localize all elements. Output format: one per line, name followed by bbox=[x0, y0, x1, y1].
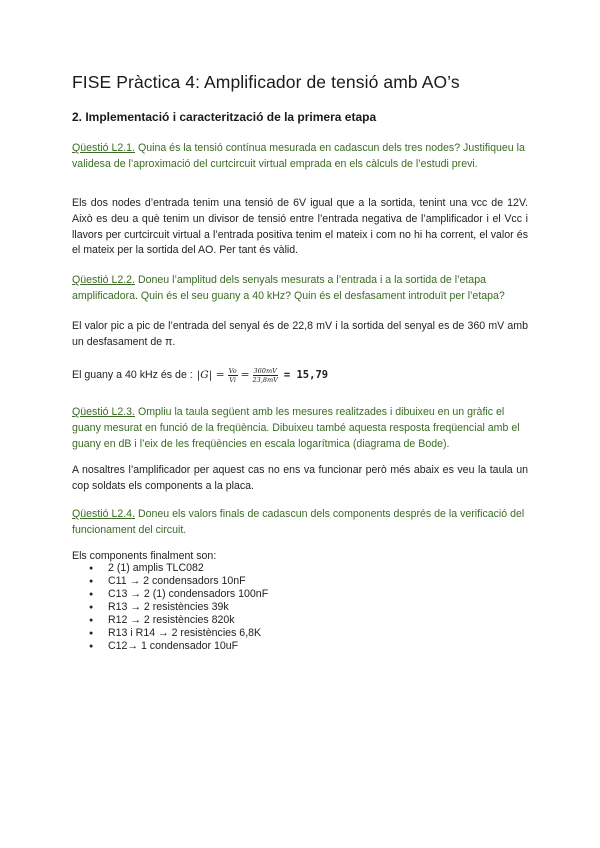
fraction-vo-vi bbox=[228, 367, 238, 384]
question-l2-2 bbox=[72, 272, 528, 304]
fraction-denominator: 23,8mV bbox=[252, 375, 278, 384]
list-item: ● C13 → 2 (1) condensadors 100nF bbox=[72, 588, 268, 601]
document-title: FISE Pràctica 4: Amplificador de tensió amb AO’s bbox=[72, 72, 460, 92]
fraction-values bbox=[253, 367, 278, 384]
question-l2-3 bbox=[72, 404, 528, 452]
question-text: Ompliu la taula següent amb les mesures realitzades i dibuixeu en un gràfic el guany mesurat en funció de la freqüència. Dibuixeu també aquesta resposta freqüencial amb el guany en dB i l’eix de les freqüències en escala logarítmica (diagrama de Bode). bbox=[72, 406, 520, 450]
list-item: ● R13 → 2 resistències 39k bbox=[72, 601, 268, 614]
answer-l2-1: Els dos nodes d’entrada tenim una tensió de 6V igual que a la sortida, tenint una vcc de 12V. Això es deu a què tenim un divisor de tensió entre l’entrada negativa de l’amplificador i el Vcc i llavors per curtcircuit virtual a l’entrada positiva tenim el mateix i com no hi ha corrent, el valor és el mateix per la sortida del AO. Per tant és vàlid. bbox=[72, 197, 528, 257]
fraction-numerator: 360mV bbox=[253, 366, 277, 375]
answer-l2-2: El valor pic a pic de l’entrada del senyal és de 22,8 mV i la sortida del senyal es de 360 mV amb un desfasament de π. bbox=[72, 320, 528, 348]
section-heading: 2. Implementació i caracterització de la primera etapa bbox=[72, 110, 377, 124]
gain-abs: |G| = bbox=[196, 369, 225, 381]
fraction-denominator: Vi bbox=[229, 375, 236, 384]
gain-prefix: El guany a 40 kHz és de : bbox=[72, 369, 193, 381]
fraction-numerator: Vo bbox=[228, 366, 237, 375]
question-label: Qüestió L2.4. bbox=[72, 508, 136, 520]
question-label: Qüestió L2.1. bbox=[72, 142, 136, 154]
question-text: Doneu els valors finals de cadascun dels components després de la verificació del funcionament del circuit. bbox=[72, 508, 525, 536]
question-label: Qüestió L2.2. bbox=[72, 274, 136, 286]
answer-l2-3: A nosaltres l’amplificador per aquest cas no ens va funcionar però més abaix es veu la taula un cop soldats els components a la placa. bbox=[72, 464, 528, 492]
components-list bbox=[72, 562, 268, 653]
question-text: Quina és la tensió contínua mesurada en cadascun dels tres nodes? Justifiqueu la validesa de l’aproximació del curtcircuit virtual emprada en els càlculs de l’estudi previ. bbox=[72, 142, 525, 170]
question-l2-1 bbox=[72, 140, 528, 172]
question-l2-4 bbox=[72, 506, 528, 538]
gain-formula bbox=[72, 360, 328, 390]
list-item: ● R13 i R14 → 2 resistències 6,8K bbox=[72, 627, 268, 640]
list-item: ● C11 → 2 condensadors 10nF bbox=[72, 575, 268, 588]
answer-l2-4: Els components finalment son: bbox=[72, 550, 217, 562]
gain-math: |G| = $\frac{Vo}{Vi}$ = $\frac{360mV}{23,8mV}$ = 15,79 bbox=[196, 366, 329, 384]
question-label: Qüestió L2.3. bbox=[72, 406, 136, 418]
question-text: Doneu l’amplitud dels senyals mesurats a l’entrada i a la sortida de l’etapa amplificadora. Quin és el seu guany a 40 kHz? Quin és el desfasament introduït per l’etapa? bbox=[72, 274, 505, 302]
gain-result: = 15,79 bbox=[283, 369, 329, 381]
list-item: ● C12→ 1 condensador 10uF bbox=[72, 640, 268, 653]
list-item: ● R12 → 2 resistències 820k bbox=[72, 614, 268, 627]
list-item: ● 2 (1) amplis TLC082 bbox=[72, 562, 268, 575]
